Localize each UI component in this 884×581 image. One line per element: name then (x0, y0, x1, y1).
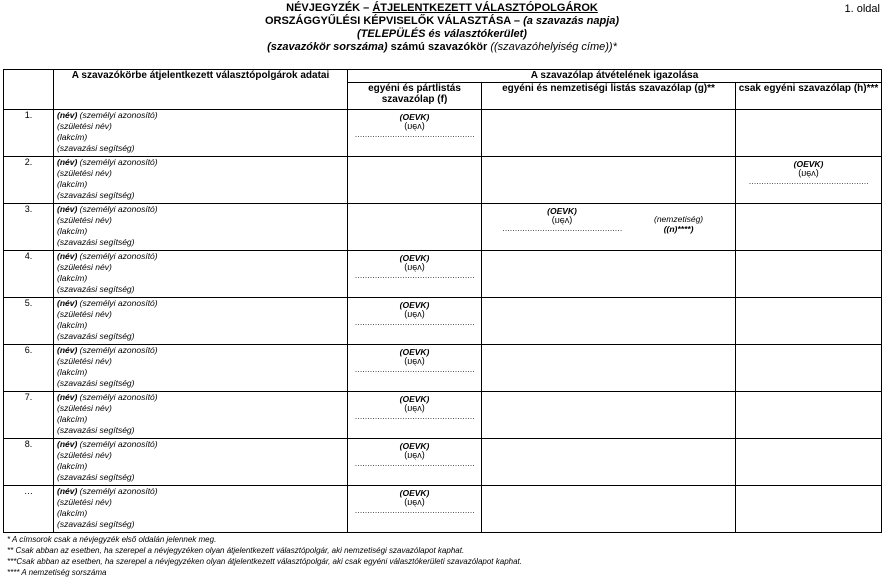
voter-name: (név) (57, 486, 78, 496)
footnotes (7, 534, 522, 578)
voter-name: (név) (57, 204, 78, 214)
signature-line: ………………………………………… (354, 130, 475, 139)
signature-block (348, 345, 481, 373)
signature-label: (név) (551, 216, 573, 226)
col-f-cell (348, 392, 482, 439)
voter-address: (lakcím) (57, 508, 88, 518)
signature-block (348, 439, 481, 467)
col-f-cell (348, 204, 482, 251)
col-g-cell (482, 251, 736, 298)
footnote: * A címsorok csak a névjegyzék első oldalán jelennek meg. (7, 535, 217, 544)
voter-id: (személyi azonosító) (77, 345, 158, 355)
row-number: 1. (4, 110, 54, 157)
col-g-header: egyéni és nemzetiségi listás szavazólap (g)** (482, 83, 736, 110)
footnote: ** Csak abban az esetben, ha szerepel a névjegyzéken olyan átjelentkezett választópolgár, aki nemzetiségi szavazólapot kaphat. (7, 546, 465, 555)
header-line-3: (TELEPÜLÉS és választókerület) (357, 28, 527, 40)
signature-line: ………………………………………… (354, 365, 475, 374)
footnote: **** A nemzetiség sorszáma (7, 568, 107, 577)
row-number: … (4, 486, 54, 533)
col-h-cell (736, 298, 882, 345)
col-g-cell (482, 204, 736, 251)
col-h-cell (736, 157, 882, 204)
col-f-cell (348, 157, 482, 204)
col-h-cell (736, 439, 882, 486)
signature-label: (név) (404, 310, 425, 320)
voter-birth-name: (születési név) (57, 450, 112, 460)
table-row (4, 392, 882, 439)
table-row (4, 251, 882, 298)
oevk-label: (OEVK) (793, 159, 824, 169)
voter-address: (lakcím) (57, 461, 88, 471)
voter-address: (lakcím) (57, 179, 88, 189)
table-row (4, 439, 882, 486)
signature-label: (név) (404, 404, 425, 414)
voter-id: (személyi azonosító) (77, 439, 158, 449)
voter-data-cell (54, 298, 348, 345)
voter-id: (személyi azonosító) (77, 392, 158, 402)
voter-address: (lakcím) (57, 414, 88, 424)
signature-label: (név) (404, 451, 425, 461)
col-h-header: csak egyéni szavazólap (h)*** (736, 83, 882, 110)
col-g-cell (482, 110, 736, 157)
signature-label: (név) (798, 169, 819, 179)
oevk-label: (OEVK) (399, 441, 430, 451)
voter-data-cell (54, 486, 348, 533)
table-row (4, 345, 882, 392)
oevk-label: (OEVK) (399, 347, 430, 357)
voter-name: (név) (57, 392, 78, 402)
col-f-cell (348, 486, 482, 533)
row-number: 5. (4, 298, 54, 345)
row-number-header (4, 70, 54, 110)
col-f-header: egyéni és pártlistás szavazólap (f) (348, 83, 482, 110)
table-row (4, 157, 882, 204)
col-h-cell (736, 251, 882, 298)
col-h-cell (736, 345, 882, 392)
signature-line: ………………………………………… (354, 506, 475, 515)
oevk-label: (OEVK) (399, 488, 430, 498)
receipt-group-header: A szavazólap átvételének igazolása (348, 70, 882, 83)
row-number: 8. (4, 439, 54, 486)
oevk-label: (OEVK) (547, 206, 577, 216)
signature-block (348, 110, 481, 138)
signature-label: (név) (404, 498, 425, 508)
voter-address: (lakcím) (57, 226, 88, 236)
voter-birth-name: (születési név) (57, 262, 112, 272)
row-number: 4. (4, 251, 54, 298)
table-row (4, 204, 882, 251)
col-f-cell (348, 345, 482, 392)
voter-address: (lakcím) (57, 132, 88, 142)
voter-id: (személyi azonosító) (77, 204, 158, 214)
voter-assistance: (szavazási segítség) (57, 519, 135, 529)
voter-data-header: A szavazókörbe átjelentkezett választópolgárok adatai (54, 70, 348, 110)
nationality-label: (nemzetiség) ((n)****) (654, 214, 704, 234)
signature-block (348, 298, 481, 326)
voter-data-cell (54, 157, 348, 204)
col-h-cell (736, 392, 882, 439)
signature-line: ………………………………………… (748, 177, 869, 186)
voter-birth-name: (születési név) (57, 403, 112, 413)
oevk-label: (OEVK) (399, 253, 430, 263)
voter-data-cell (54, 110, 348, 157)
col-g-cell (482, 157, 736, 204)
voter-assistance: (szavazási segítség) (57, 472, 135, 482)
col-g-cell (482, 392, 736, 439)
signature-line: ………………………………………… (354, 412, 475, 421)
col-f-cell (348, 298, 482, 345)
voter-assistance: (szavazási segítség) (57, 284, 135, 294)
col-g-cell (482, 486, 736, 533)
row-number: 2. (4, 157, 54, 204)
voter-name: (név) (57, 345, 78, 355)
oevk-label: (OEVK) (399, 394, 430, 404)
signature-label: (név) (404, 122, 425, 132)
oevk-label: (OEVK) (399, 112, 430, 122)
signature-block (348, 392, 481, 420)
voter-name: (név) (57, 110, 78, 120)
signature-block (736, 157, 881, 185)
footnote: ***Csak abban az esetben, ha szerepel a névjegyzéken olyan átjelentkezett választópolgár, aki csak egyéni választókerületi szavazólapot kaphat. (7, 557, 522, 566)
voter-assistance: (szavazási segítség) (57, 331, 135, 341)
row-number: 3. (4, 204, 54, 251)
page-number: 1. oldal (844, 3, 880, 15)
table-row (4, 486, 882, 533)
header-line-1: NÉVJEGYZÉK – ÁTJELENTKEZETT VÁLASZTÓPOLGÁROK (286, 2, 598, 14)
voter-id: (személyi azonosító) (77, 251, 158, 261)
signature-line: ………………………………………… (354, 318, 475, 327)
table-row (4, 110, 882, 157)
table-row (4, 298, 882, 345)
voter-id: (személyi azonosító) (77, 486, 158, 496)
col-g-cell (482, 298, 736, 345)
col-g-cell (482, 439, 736, 486)
voter-id: (személyi azonosító) (77, 157, 158, 167)
voter-birth-name: (születési név) (57, 309, 112, 319)
signature-block (502, 204, 622, 232)
col-h-cell (736, 204, 882, 251)
col-f-cell (348, 439, 482, 486)
voter-data-cell (54, 345, 348, 392)
col-h-cell (736, 486, 882, 533)
signature-label: (név) (404, 357, 425, 367)
voter-assistance: (szavazási segítség) (57, 378, 135, 388)
voter-data-cell (54, 251, 348, 298)
voter-data-cell (54, 392, 348, 439)
voter-birth-name: (születési név) (57, 215, 112, 225)
voter-assistance: (szavazási segítség) (57, 143, 135, 153)
signature-line: ………………………………………… (502, 224, 622, 233)
voter-data-cell (54, 439, 348, 486)
row-number: 6. (4, 345, 54, 392)
document-header (0, 2, 884, 54)
col-f-cell (348, 251, 482, 298)
signature-line: ………………………………………… (354, 459, 475, 468)
voter-data-cell (54, 204, 348, 251)
signature-block (348, 486, 481, 514)
oevk-label: (OEVK) (399, 300, 430, 310)
voter-assistance: (szavazási segítség) (57, 237, 135, 247)
header-line-4: (szavazókör sorszáma) számú szavazókör ((szavazóhelyiség címe))* (267, 41, 617, 53)
voter-assistance: (szavazási segítség) (57, 425, 135, 435)
voter-birth-name: (születési név) (57, 497, 112, 507)
voter-address: (lakcím) (57, 367, 88, 377)
voter-roster-table (3, 69, 882, 533)
voter-address: (lakcím) (57, 273, 88, 283)
voter-id: (személyi azonosító) (77, 298, 158, 308)
voter-name: (név) (57, 439, 78, 449)
signature-label: (név) (404, 263, 425, 273)
voter-birth-name: (születési név) (57, 356, 112, 366)
col-f-cell (348, 110, 482, 157)
voter-id: (személyi azonosító) (77, 110, 158, 120)
col-h-cell (736, 110, 882, 157)
voter-name: (név) (57, 157, 78, 167)
signature-line: ………………………………………… (354, 271, 475, 280)
voter-birth-name: (születési név) (57, 121, 112, 131)
voter-assistance: (szavazási segítség) (57, 190, 135, 200)
col-g-cell (482, 345, 736, 392)
voter-birth-name: (születési név) (57, 168, 112, 178)
voter-name: (név) (57, 251, 78, 261)
row-number: 7. (4, 392, 54, 439)
header-line-2: ORSZÁGGYŰLÉSI KÉPVISELŐK VÁLASZTÁSA – (a szavazás napja) (264, 15, 620, 27)
signature-block (348, 251, 481, 279)
voter-name: (név) (57, 298, 78, 308)
voter-address: (lakcím) (57, 320, 88, 330)
